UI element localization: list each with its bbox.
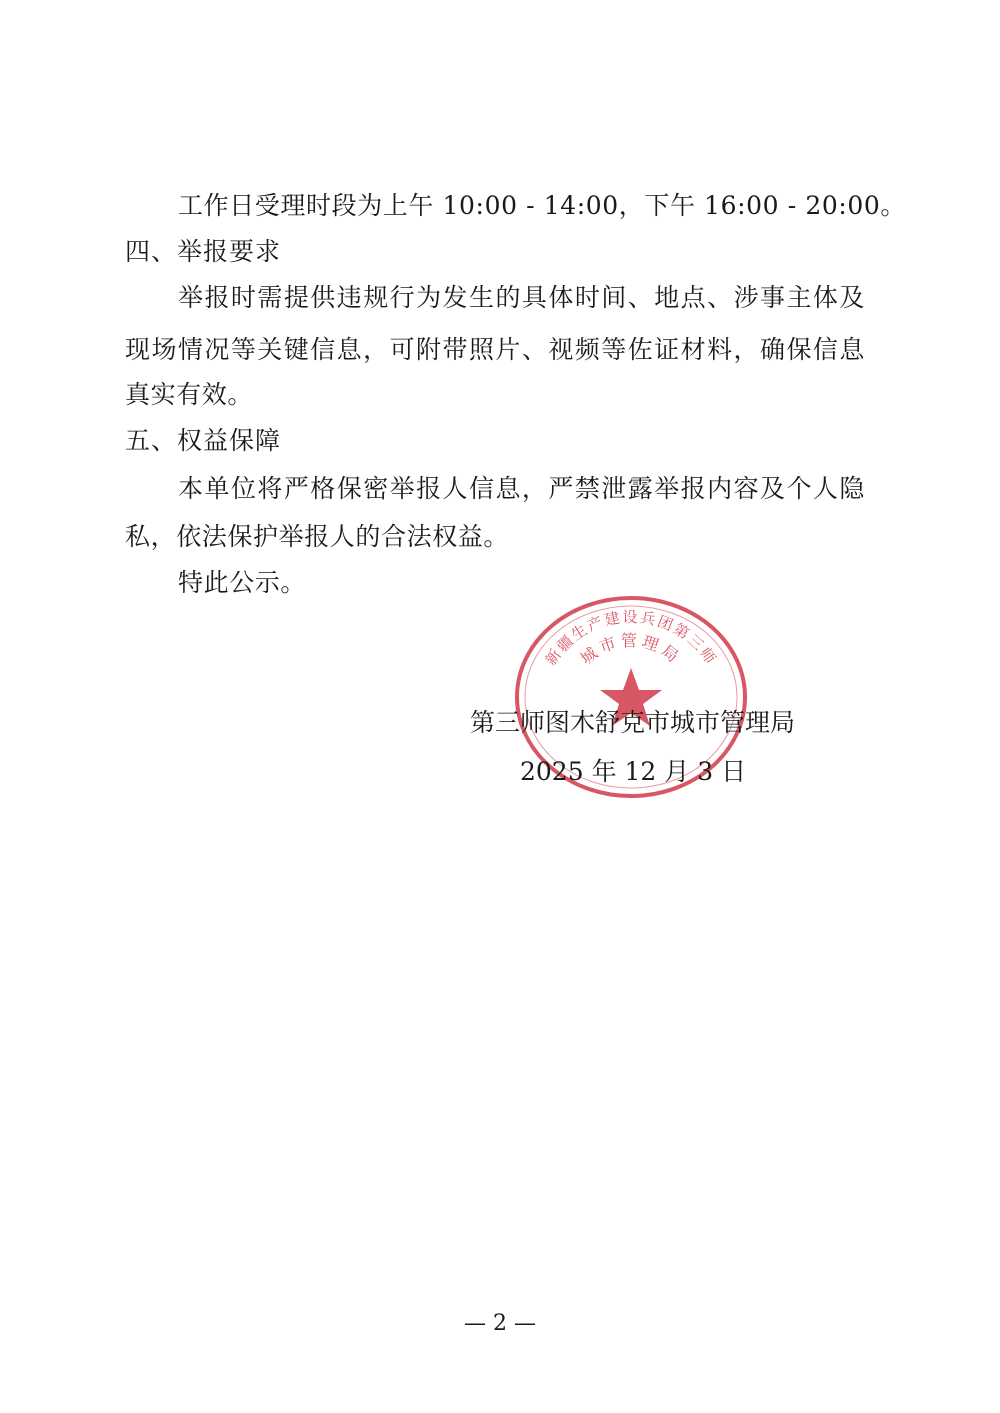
body-line-rights-1: 本单位将严格保密举报人信息，严禁泄露举报内容及个人隐 bbox=[178, 474, 865, 503]
svg-text:城市管理局 bbox=[577, 631, 686, 668]
section-heading-rights-protection: 五、权益保障 bbox=[125, 426, 282, 455]
signature-organization: 第三师图木舒克市城市管理局 bbox=[470, 708, 796, 737]
body-line-announcement: 特此公示。 bbox=[178, 568, 307, 597]
seal-outer-text: 新疆生产建设兵团第三师 bbox=[541, 608, 721, 669]
body-line-requirements-1: 举报时需提供违规行为发生的具体时间、地点、涉事主体及 bbox=[178, 283, 865, 312]
signature-date: 2025 年 12 月 3 日 bbox=[520, 757, 747, 786]
page-number: — 2 — bbox=[464, 1311, 536, 1336]
body-line-requirements-3: 真实有效。 bbox=[125, 380, 254, 409]
body-line-hours: 工作日受理时段为上午 10:00 - 14:00，下午 16:00 - 20:00。 bbox=[178, 191, 906, 220]
section-heading-report-requirements: 四、举报要求 bbox=[125, 237, 282, 266]
body-line-requirements-2: 现场情况等关键信息，可附带照片、视频等佐证材料，确保信息 bbox=[125, 335, 865, 364]
seal-inner-text: 城市管理局 bbox=[576, 631, 686, 669]
body-line-rights-2: 私，依法保护举报人的合法权益。 bbox=[125, 522, 510, 551]
